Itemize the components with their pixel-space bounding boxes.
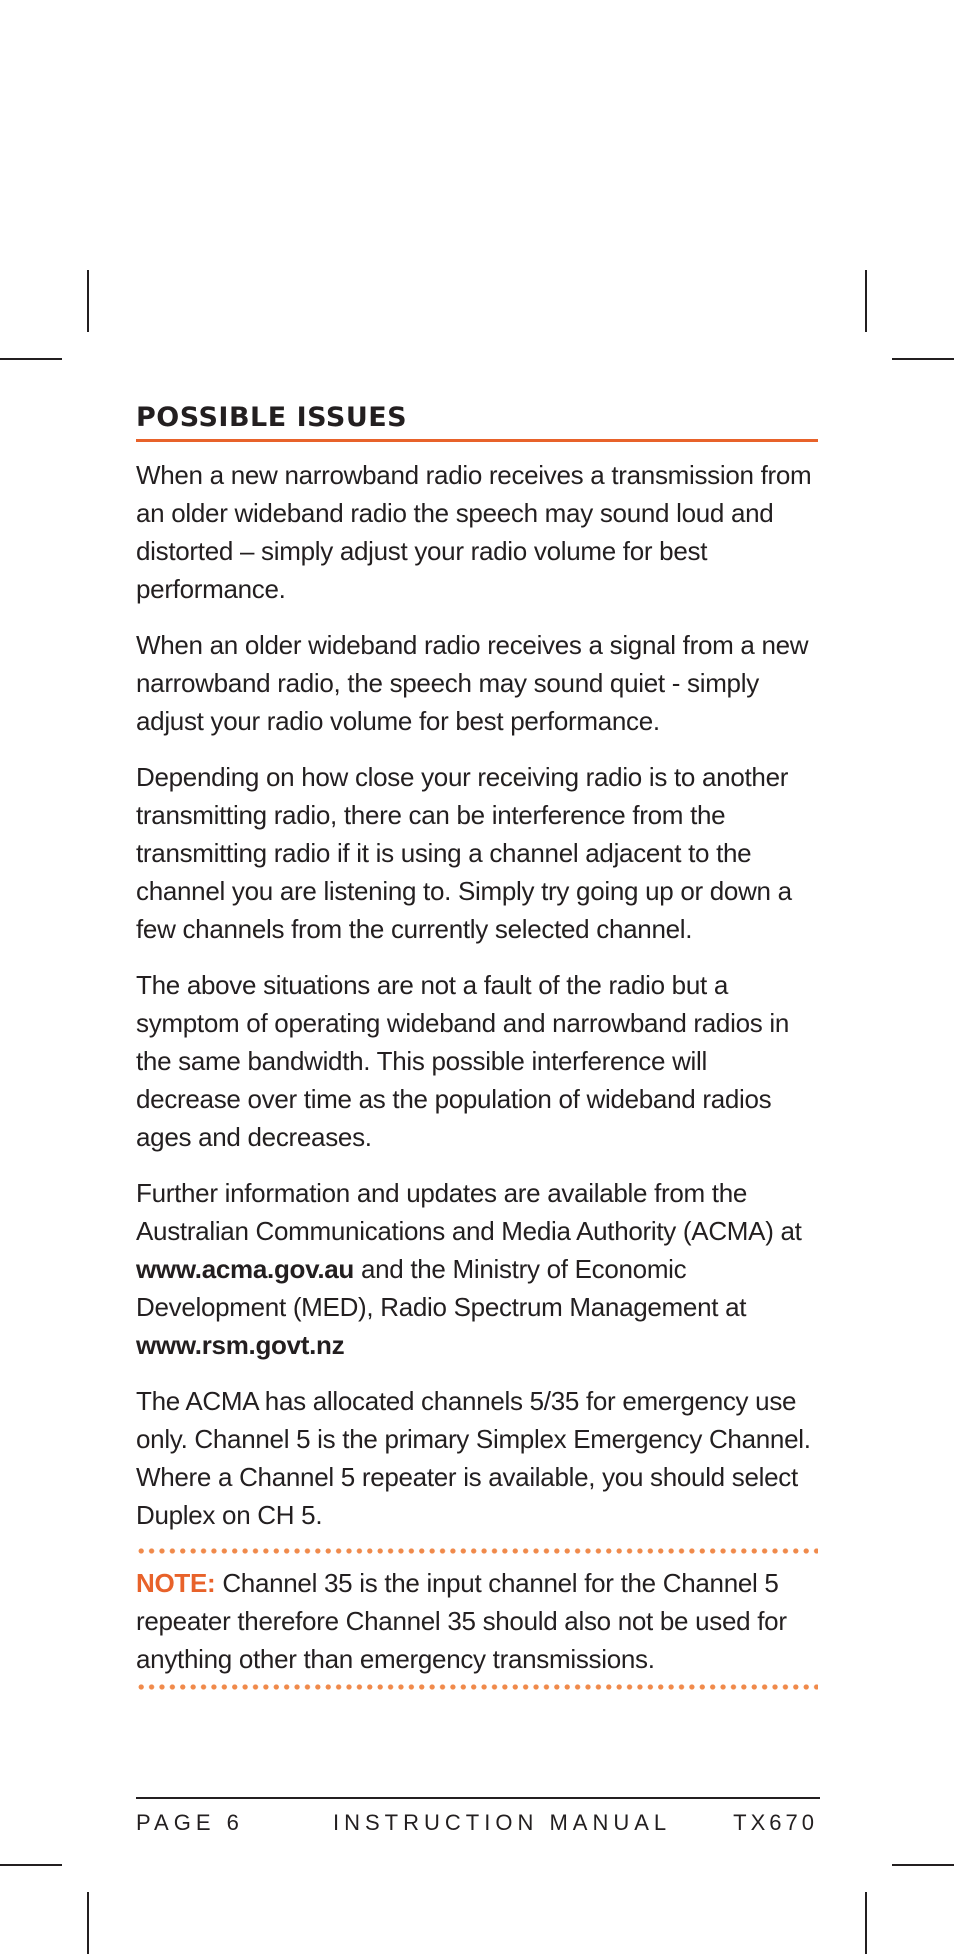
note-label: NOTE:	[136, 1568, 216, 1598]
note-body: Channel 35 is the input channel for the Channel 5 repeater therefore Channel 35 should also not be used for anything other than emergency transmissions.	[136, 1568, 787, 1674]
crop-mark-top-right-vertical	[865, 270, 867, 332]
footer-model: TX670	[733, 1810, 818, 1835]
paragraph-narrowband-receives: When a new narrowband radio receives a transmission from an older wideband radio the speech may sound loud and distorted – simply adjust your radio volume for best performance.	[136, 460, 812, 604]
crop-mark-top-left-vertical	[87, 270, 89, 332]
further-info-text-a: Further information and updates are available from the Australian Communications and Media Authority (ACMA) at	[136, 1178, 802, 1246]
note-dotted-rule-top	[136, 1548, 818, 1554]
footer-page-number: PAGE 6	[136, 1810, 244, 1835]
further-info-text-b: and the Ministry of Economic Development (MED), Radio Spectrum Management at	[136, 1254, 747, 1322]
crop-mark-bottom-left-vertical	[87, 1892, 89, 1954]
paragraph-emergency-channels: The ACMA has allocated channels 5/35 for emergency use only. Channel 5 is the primary Simplex Emergency Channel. Where a Channel 5 repeater is available, you should select Duplex on CH 5.	[136, 1386, 811, 1530]
page-footer	[136, 1810, 818, 1842]
crop-mark-bottom-left-horizontal	[0, 1864, 62, 1866]
note-text	[136, 1564, 818, 1678]
footer-manual-title: INSTRUCTION MANUAL	[333, 1810, 672, 1835]
paragraph-not-a-fault: The above situations are not a fault of the radio but a symptom of operating wideband and narrowband radios in the same bandwidth. This possible interference will decrease over time as the population of wideband radios ages and decreases.	[136, 970, 789, 1152]
crop-mark-bottom-right-vertical	[865, 1892, 867, 1954]
crop-mark-top-right-horizontal	[892, 358, 954, 360]
footer-rule	[136, 1797, 820, 1799]
paragraph-adjacent-channel: Depending on how close your receiving radio is to another transmitting radio, there can be interference from the transmitting radio if it is using a channel adjacent to the channel you are listening to. Simply try going up or down a few channels from the currently selected channel.	[136, 762, 792, 944]
section-heading: POSSIBLE ISSUES	[136, 402, 408, 433]
rsm-link[interactable]: www.rsm.govt.nz	[136, 1330, 345, 1360]
page-content	[136, 400, 818, 1690]
paragraph-wideband-receives: When an older wideband radio receives a signal from a new narrowband radio, the speech may sound quiet - simply adjust your radio volume for best performance.	[136, 630, 809, 736]
acma-link[interactable]: www.acma.gov.au	[136, 1254, 355, 1284]
crop-mark-bottom-right-horizontal	[892, 1864, 954, 1866]
note-box	[136, 1548, 818, 1690]
heading-underline	[136, 439, 818, 442]
paragraph-further-information	[136, 1174, 818, 1364]
crop-mark-top-left-horizontal	[0, 358, 62, 360]
note-dotted-rule-bottom	[136, 1684, 818, 1690]
